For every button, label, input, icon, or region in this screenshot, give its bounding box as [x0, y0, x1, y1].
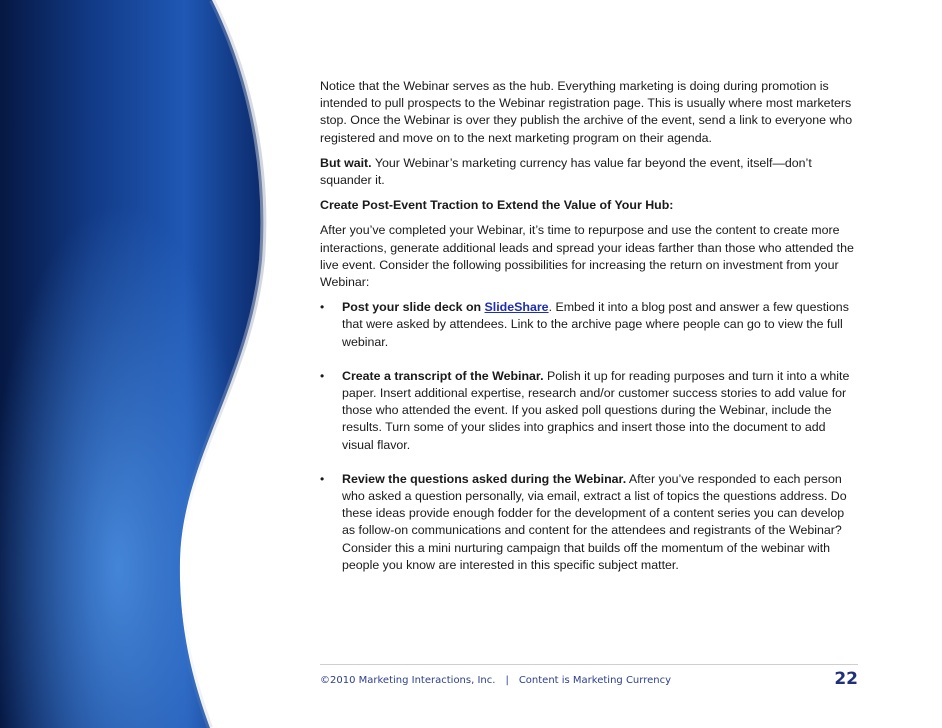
bullet-lead: Post your slide deck on — [342, 300, 485, 315]
tips-bullet-list — [320, 299, 858, 574]
but-wait-text: Your Webinar’s marketing currency has value far beyond the event, itself—don’t squander it. — [320, 155, 812, 188]
bullet-text: . Embed it into a blog post and answer a few questions that were asked by attendees. Link to the archive page where people can go to view the full webinar. — [342, 300, 849, 349]
list-item — [320, 471, 858, 574]
bullet-symbol: • — [320, 471, 325, 486]
bullet-symbol: • — [320, 300, 325, 315]
footer-separator: | — [505, 675, 509, 686]
bullet-lead: Create a transcript of the Webinar. — [342, 368, 544, 383]
bullet-symbol: • — [320, 368, 325, 383]
but-wait-lead: But wait. — [320, 155, 372, 170]
main-text-column — [320, 78, 858, 591]
blue-band-glow — [0, 0, 263, 728]
list-item — [320, 299, 858, 351]
slideshare-link[interactable]: SlideShare — [484, 300, 549, 315]
page-number: 22 — [834, 669, 858, 689]
bullet-lead: Review the questions asked during the Webinar. — [342, 471, 627, 486]
bullet-text: Polish it up for reading purposes and turn it into a white paper. Insert additional expertise, research and/or customer success stories to add value for those who attended the event. If you asked poll questions during the Webinar, include the results. Turn some of your slides into graphics and insert those into the document to add visual flavor. — [342, 368, 850, 452]
section-heading — [320, 197, 858, 214]
footer-title: Content is Marketing Currency — [518, 675, 671, 686]
paragraph-but-wait — [320, 155, 858, 189]
paragraph-hub: Notice that the Webinar serves as the hub. Everything marketing is doing during promotion is intended to pull prospects to the Webinar registration page. This is usually where most marketers stop. Once the Webinar is over they publish the archive of the event, send a link to everyone who registered and move on to the next marketing program on their agenda. — [320, 79, 853, 145]
bullet-text: After you’ve responded to each person who asked a question personally, via email, extract a list of topics the questions address. Do these ideas provide enough fodder for the development of a content series you can develop as follow-on communications and content for the attendees and registrants of the Webinar? Consider this a mini nurturing campaign that builds off the momentum of the webinar with people you know are interested in this specific subject matter. — [342, 471, 847, 572]
page-footer — [320, 664, 858, 701]
footer-left — [320, 675, 671, 686]
list-item — [320, 368, 858, 454]
section-heading-text: Create Post-Event Traction to Extend the Value of Your Hub: — [320, 198, 674, 213]
paragraph-repurpose: After you’ve completed your Webinar, it’s time to repurpose and use the content to create more interactions, generate additional leads and spread your ideas farther than those who attended the live event. Consider the following possibilities for increasing the return on investment from your Webinar: — [320, 223, 854, 290]
footer-copyright: ©2010 Marketing Interactions, Inc. — [320, 675, 496, 686]
